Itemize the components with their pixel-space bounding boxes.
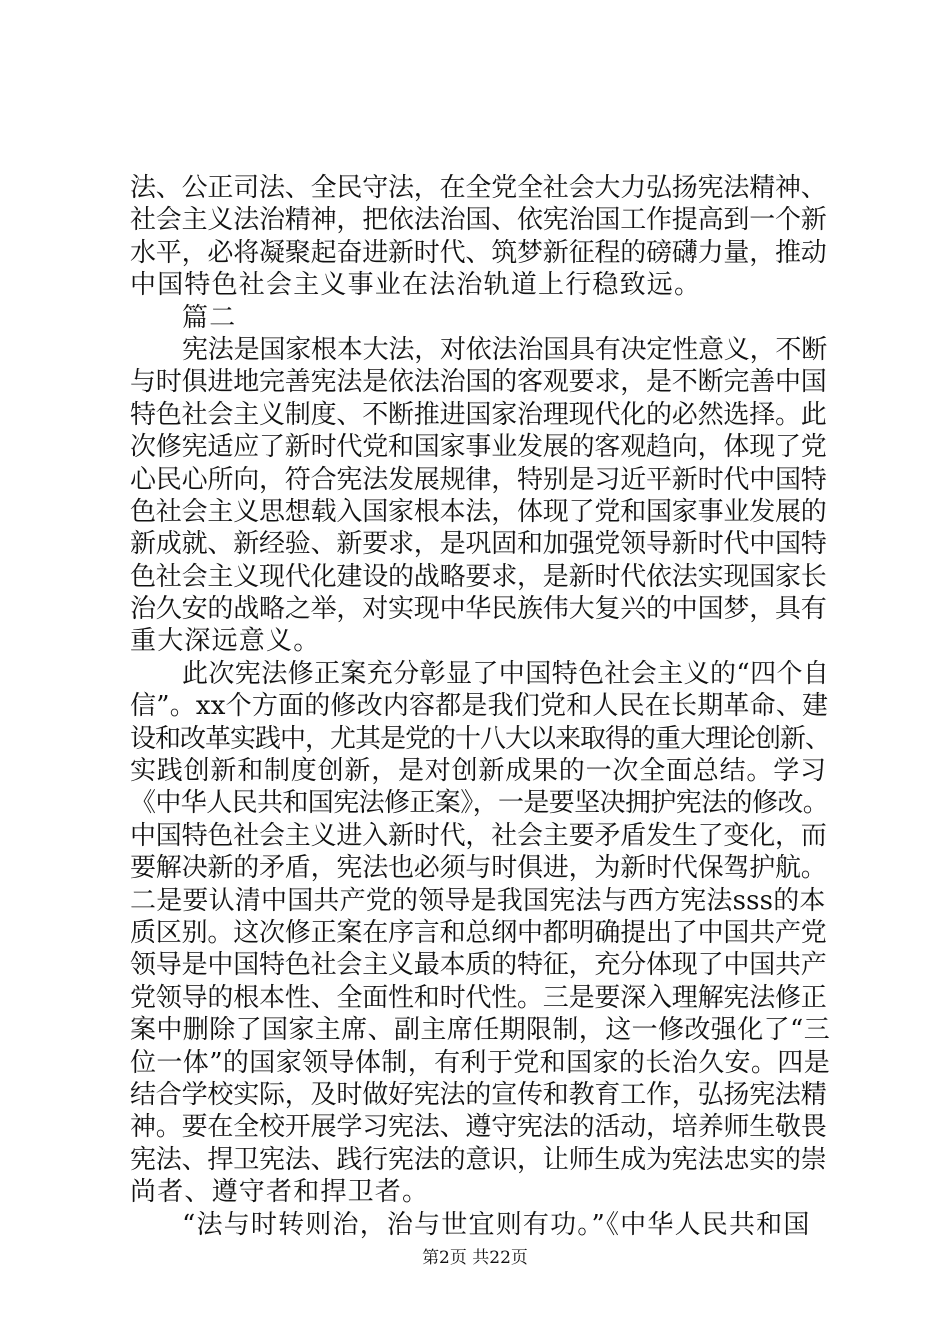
text-line: 此次宪法修正案充分彰显了中国特色社会主义的“四个自 <box>182 658 830 689</box>
text-line: 要解决新的矛盾，宪法也必须与时俱进，为新时代保驾护航。 <box>130 853 827 884</box>
text-line: 位一体”的国家领导体制，有利于党和国家的长治久安。四是 <box>130 1047 831 1078</box>
text-line: 色社会主义思想载入国家根本法，体现了党和国家事业发展的 <box>130 496 827 527</box>
text-line: 《中华人民共和国宪法修正案》，一是要坚决拥护宪法的修改。 <box>130 788 829 819</box>
text-line: 领导是中国特色社会主义最本质的特征，充分体现了中国共产 <box>130 950 827 981</box>
text-line: 色社会主义现代化建设的战略要求，是新时代依法实现国家长 <box>130 561 827 592</box>
text-line: 信”。xx个方面的修改内容都是我们党和人民在长期革命、建 <box>130 691 829 722</box>
text-line: 新成就、新经验、新要求，是巩固和加强党领导新时代中国特 <box>130 529 827 560</box>
text-line: 案中删除了国家主席、副主席任期限制，这一修改强化了“三 <box>130 1015 831 1046</box>
text-line: 神。要在全校开展学习宪法、遵守宪法的活动，培养师生敬畏 <box>130 1112 827 1143</box>
text-line: 重大深远意义。 <box>130 626 321 657</box>
text-line: 实践创新和制度创新，是对创新成果的一次全面总结。学习 <box>130 756 827 787</box>
text-line: 特色社会主义制度、不断推进国家治理现代化的必然选择。此 <box>130 399 827 430</box>
text-line: 与时俱进地完善宪法是依法治国的客观要求，是不断完善中国 <box>130 367 827 398</box>
text-line: 治久安的战略之举，对实现中华民族伟大复兴的中国梦，具有 <box>130 594 827 625</box>
text-line: 二是要认清中国共产党的领导是我国宪法与西方宪法sss的本 <box>130 885 826 916</box>
text-line: 法、公正司法、全民守法，在全党全社会大力弘扬宪法精神、 <box>130 173 827 203</box>
text-line: 尚者、遵守者和捍卫者。 <box>130 1177 430 1208</box>
text-line: 心民心所向，符合宪法发展规律，特别是习近平新时代中国特 <box>130 464 827 495</box>
text-line: 设和改革实践中，尤其是党的十八大以来取得的重大理论创新、 <box>130 723 831 754</box>
text-line: 中国特色社会主义进入新时代，社会主要矛盾发生了变化，而 <box>130 820 827 851</box>
text-line: 社会主义法治精神，把依法治国、依宪治国工作提高到一个新 <box>130 205 827 236</box>
text-line: 结合学校实际，及时做好宪法的宣传和教育工作，弘扬宪法精 <box>130 1079 827 1110</box>
document-body <box>130 172 830 1241</box>
text-line: 质区别。这次修正案在序言和总纲中都明确提出了中国共产党 <box>130 917 827 948</box>
text-line: 宪法是国家根本大法，对依法治国具有决定性意义，不断 <box>182 334 828 365</box>
text-line: 中国特色社会主义事业在法治轨道上行稳致远。 <box>130 270 702 301</box>
page-number-footer: 第2页 共22页 <box>422 1248 528 1268</box>
text-line: “法与时转则治，治与世宜则有功。”《中华人民共和国 <box>182 1209 811 1240</box>
text-line: 党领导的根本性、全面性和时代性。三是要深入理解宪法修正 <box>130 982 827 1013</box>
text-line: 次修宪适应了新时代党和国家事业发展的客观趋向，体现了党 <box>130 432 827 463</box>
text-line: 宪法、捍卫宪法、践行宪法的意识，让师生成为宪法忠实的崇 <box>130 1144 827 1175</box>
section-heading: 篇二 <box>182 302 237 333</box>
text-line: 水平，必将凝聚起奋进新时代、筑梦新征程的磅礴力量，推动 <box>130 237 827 268</box>
